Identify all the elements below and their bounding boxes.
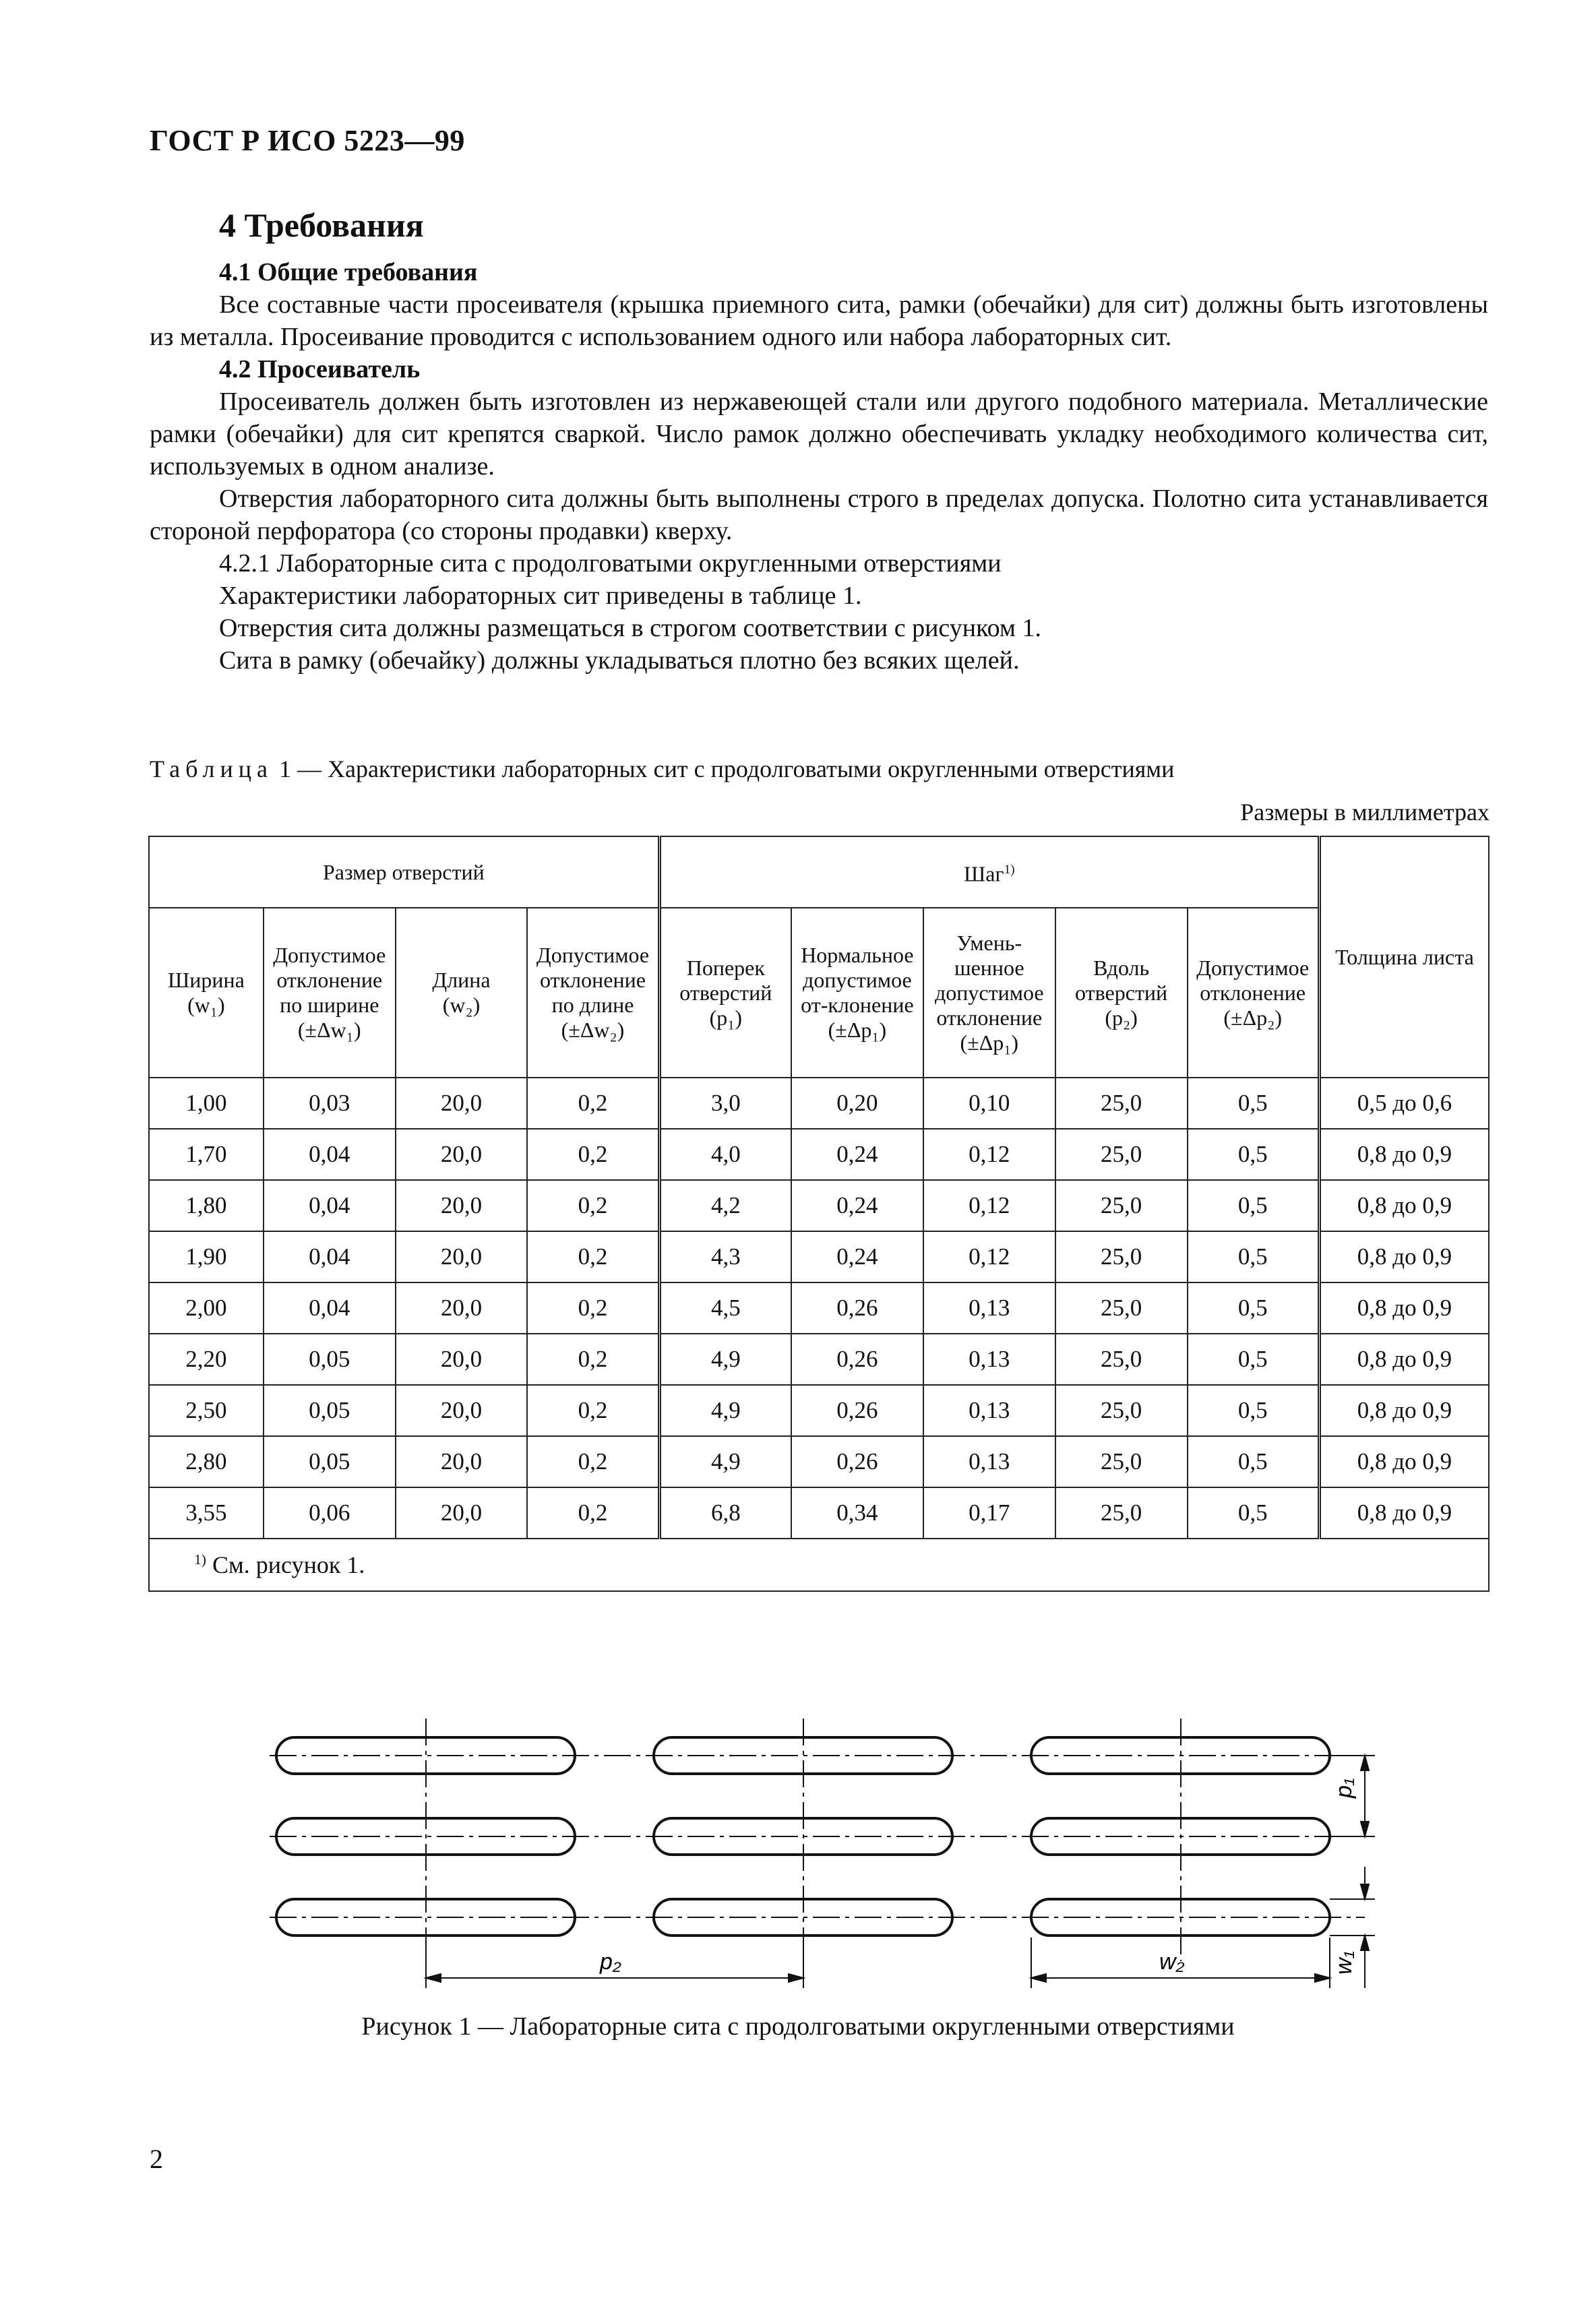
- footnote-marker: 1): [1004, 863, 1015, 877]
- cell-width: 2,00: [149, 1282, 264, 1334]
- cell-pitch-across: 4,9: [659, 1334, 791, 1385]
- cell-width: 1,00: [149, 1078, 264, 1129]
- cell-pitch-across: 4,3: [659, 1231, 791, 1282]
- cell-length: 20,0: [396, 1129, 528, 1180]
- subsection-4-2-paragraph-1: Просеиватель должен быть изготовлен из нержавеющей стали или другого подобного материала. Металлические рамки (обечайки) для сит крепятся сваркой. Число рамок должно обеспечивать укладку необходимого количества сит, используемых в одном анализе.: [150, 388, 1488, 481]
- cell-pitch-across: 3,0: [659, 1078, 791, 1129]
- cell-pitch-along: 25,0: [1055, 1436, 1188, 1487]
- cell-thickness: 0,8 до 0,9: [1319, 1487, 1489, 1539]
- cell-width: 2,50: [149, 1385, 264, 1436]
- table-row: [149, 1129, 1489, 1180]
- cell-along-tolerance: 0,5: [1188, 1282, 1320, 1334]
- cell-reduced-tolerance: 0,13: [923, 1436, 1055, 1487]
- cell-along-tolerance: 0,5: [1188, 1334, 1320, 1385]
- section-body: [150, 256, 1488, 677]
- cell-length: 20,0: [396, 1385, 528, 1436]
- table-row: [149, 1282, 1489, 1334]
- header-width: Ширина (w₁): [149, 908, 264, 1078]
- cell-width-tolerance: 0,05: [264, 1436, 396, 1487]
- page-number: 2: [150, 2144, 163, 2174]
- table-row: [149, 1487, 1489, 1539]
- cell-pitch-across: 4,5: [659, 1282, 791, 1334]
- header-length: Длина (w₂): [396, 908, 528, 1078]
- table-body: [149, 1078, 1489, 1539]
- cell-width: 2,80: [149, 1436, 264, 1487]
- label-w2: w₂: [1159, 1949, 1185, 1975]
- table-row: [149, 1385, 1489, 1436]
- cell-along-tolerance: 0,5: [1188, 1078, 1320, 1129]
- cell-along-tolerance: 0,5: [1188, 1180, 1320, 1231]
- header-normal-tolerance: Нормальное допустимое от-клонение (±Δp₁): [791, 908, 923, 1078]
- table-row: [149, 1334, 1489, 1385]
- cell-reduced-tolerance: 0,12: [923, 1180, 1055, 1231]
- header-along-tolerance: Допустимое отклонение (±Δp₂): [1188, 908, 1320, 1078]
- cell-normal-tolerance: 0,26: [791, 1282, 923, 1334]
- cell-reduced-tolerance: 0,13: [923, 1282, 1055, 1334]
- header-pitch-across: Поперек отверстий (p₁): [659, 908, 791, 1078]
- cell-pitch-along: 25,0: [1055, 1487, 1188, 1539]
- cell-width: 1,80: [149, 1180, 264, 1231]
- cell-along-tolerance: 0,5: [1188, 1436, 1320, 1487]
- cell-length-tolerance: 0,2: [527, 1334, 659, 1385]
- cell-pitch-across: 6,8: [659, 1487, 791, 1539]
- cell-pitch-across: 4,9: [659, 1385, 791, 1436]
- cell-length: 20,0: [396, 1282, 528, 1334]
- cell-thickness: 0,8 до 0,9: [1319, 1180, 1489, 1231]
- subsection-4-2-title: 4.2 Просеиватель: [219, 355, 421, 383]
- subsection-4-1-title: 4.1 Общие требования: [219, 258, 478, 286]
- table-row: [149, 1231, 1489, 1282]
- table-row: [149, 1078, 1489, 1129]
- figure-caption: Рисунок 1 — Лабораторные сита с продолговатыми округленными отверстиями: [361, 2012, 1235, 2041]
- header-pitch-along: Вдоль отверстий (p₂): [1055, 908, 1188, 1078]
- figure-1-drawing: [256, 1698, 1402, 2008]
- cell-length-tolerance: 0,2: [527, 1282, 659, 1334]
- cell-pitch-along: 25,0: [1055, 1129, 1188, 1180]
- cell-normal-tolerance: 0,20: [791, 1078, 923, 1129]
- cell-width-tolerance: 0,04: [264, 1129, 396, 1180]
- cell-along-tolerance: 0,5: [1188, 1487, 1320, 1539]
- cell-normal-tolerance: 0,26: [791, 1334, 923, 1385]
- cell-along-tolerance: 0,5: [1188, 1231, 1320, 1282]
- cell-width-tolerance: 0,04: [264, 1180, 396, 1231]
- cell-thickness: 0,8 до 0,9: [1319, 1129, 1489, 1180]
- subsection-4-2-1-line-3: Отверстия сита должны размещаться в строгом соответствии с рисунком 1.: [219, 614, 1041, 642]
- cell-thickness: 0,8 до 0,9: [1319, 1385, 1489, 1436]
- label-p2: p₂: [600, 1949, 621, 1975]
- cell-width-tolerance: 0,05: [264, 1334, 396, 1385]
- cell-thickness: 0,8 до 0,9: [1319, 1282, 1489, 1334]
- table-units-note: Размеры в миллиметрах: [1240, 799, 1490, 826]
- cell-length: 20,0: [396, 1078, 528, 1129]
- cell-length-tolerance: 0,2: [527, 1385, 659, 1436]
- cell-reduced-tolerance: 0,13: [923, 1334, 1055, 1385]
- cell-width: 3,55: [149, 1487, 264, 1539]
- cell-reduced-tolerance: 0,10: [923, 1078, 1055, 1129]
- cell-width: 2,20: [149, 1334, 264, 1385]
- label-p1: p₁: [1331, 1778, 1357, 1798]
- table-caption-text: 1 — Характеристики лабораторных сит с продолговатыми округленными отверстиями: [272, 755, 1175, 782]
- cell-length-tolerance: 0,2: [527, 1129, 659, 1180]
- cell-length-tolerance: 0,2: [527, 1231, 659, 1282]
- table-footnote: $^{1)}$ См. рисунок 1.: [149, 1539, 1489, 1591]
- cell-length: 20,0: [396, 1436, 528, 1487]
- label-w1: w₁: [1331, 1950, 1357, 1975]
- cell-thickness: 0,8 до 0,9: [1319, 1231, 1489, 1282]
- cell-pitch-along: 25,0: [1055, 1078, 1188, 1129]
- cell-length-tolerance: 0,2: [527, 1180, 659, 1231]
- table-caption: [150, 755, 1174, 783]
- cell-thickness: 0,8 до 0,9: [1319, 1436, 1489, 1487]
- subsection-4-2-1-line-2: Характеристики лабораторных сит приведены в таблице 1.: [219, 582, 862, 610]
- cell-reduced-tolerance: 0,12: [923, 1231, 1055, 1282]
- cell-pitch-along: 25,0: [1055, 1334, 1188, 1385]
- cell-length: 20,0: [396, 1180, 528, 1231]
- cell-width: 1,70: [149, 1129, 264, 1180]
- cell-reduced-tolerance: 0,12: [923, 1129, 1055, 1180]
- cell-reduced-tolerance: 0,17: [923, 1487, 1055, 1539]
- header-pitch-group: Шаг$^{1)}$: [659, 836, 1319, 908]
- cell-normal-tolerance: 0,24: [791, 1129, 923, 1180]
- cell-width: 1,90: [149, 1231, 264, 1282]
- cell-normal-tolerance: 0,34: [791, 1487, 923, 1539]
- cell-pitch-along: 25,0: [1055, 1180, 1188, 1231]
- cell-thickness: 0,8 до 0,9: [1319, 1334, 1489, 1385]
- header-width-tolerance: Допустимое отклонение по ширине (±Δw₁): [264, 908, 396, 1078]
- cell-normal-tolerance: 0,26: [791, 1385, 923, 1436]
- cell-along-tolerance: 0,5: [1188, 1129, 1320, 1180]
- subsection-4-2-paragraph-2: Отверстия лабораторного сита должны быть выполнены строго в пределах допуска. Полотно сита устанавливается стороной перфоратора (со стороны продавки) кверху.: [150, 485, 1488, 545]
- subsection-4-2-1-title: 4.2.1 Лабораторные сита с продолговатыми округленными отверстиями: [219, 549, 1002, 578]
- cell-length-tolerance: 0,2: [527, 1078, 659, 1129]
- table-caption-label: Таблица: [150, 755, 273, 782]
- table-row: [149, 1436, 1489, 1487]
- cell-width-tolerance: 0,06: [264, 1487, 396, 1539]
- specification-table: [148, 836, 1490, 1592]
- table-row: [149, 1180, 1489, 1231]
- cell-length-tolerance: 0,2: [527, 1436, 659, 1487]
- cell-length-tolerance: 0,2: [527, 1487, 659, 1539]
- cell-reduced-tolerance: 0,13: [923, 1385, 1055, 1436]
- cell-length: 20,0: [396, 1231, 528, 1282]
- cell-pitch-along: 25,0: [1055, 1385, 1188, 1436]
- cell-pitch-across: 4,9: [659, 1436, 791, 1487]
- section-heading: 4 Требования: [219, 206, 424, 244]
- document-code: ГОСТ Р ИСО 5223—99: [150, 124, 465, 157]
- cell-normal-tolerance: 0,24: [791, 1231, 923, 1282]
- header-length-tolerance: Допустимое отклонение по длине (±Δw₂): [527, 908, 659, 1078]
- cell-pitch-along: 25,0: [1055, 1231, 1188, 1282]
- cell-along-tolerance: 0,5: [1188, 1385, 1320, 1436]
- cell-normal-tolerance: 0,24: [791, 1180, 923, 1231]
- subsection-4-1-text: Все составные части просеивателя (крышка приемного сита, рамки (обечайки) для сит) должны быть изготовлены из металла. Просеивание проводится с использованием одного или набора лабораторных сит.: [150, 290, 1488, 351]
- cell-length: 20,0: [396, 1334, 528, 1385]
- cell-pitch-across: 4,2: [659, 1180, 791, 1231]
- subsection-4-2-1-line-4: Сита в рамку (обечайку) должны укладываться плотно без всяких щелей.: [219, 646, 1020, 675]
- cell-thickness: 0,5 до 0,6: [1319, 1078, 1489, 1129]
- header-size-group: Размер отверстий: [149, 836, 659, 908]
- cell-length: 20,0: [396, 1487, 528, 1539]
- cell-normal-tolerance: 0,26: [791, 1436, 923, 1487]
- cell-pitch-across: 4,0: [659, 1129, 791, 1180]
- cell-pitch-along: 25,0: [1055, 1282, 1188, 1334]
- cell-width-tolerance: 0,03: [264, 1078, 396, 1129]
- header-thickness: Толщина листа: [1319, 836, 1489, 1078]
- cell-width-tolerance: 0,04: [264, 1231, 396, 1282]
- cell-width-tolerance: 0,04: [264, 1282, 396, 1334]
- cell-width-tolerance: 0,05: [264, 1385, 396, 1436]
- header-reduced-tolerance: Умень-шенное допустимое отклонение (±Δp₁): [923, 908, 1055, 1078]
